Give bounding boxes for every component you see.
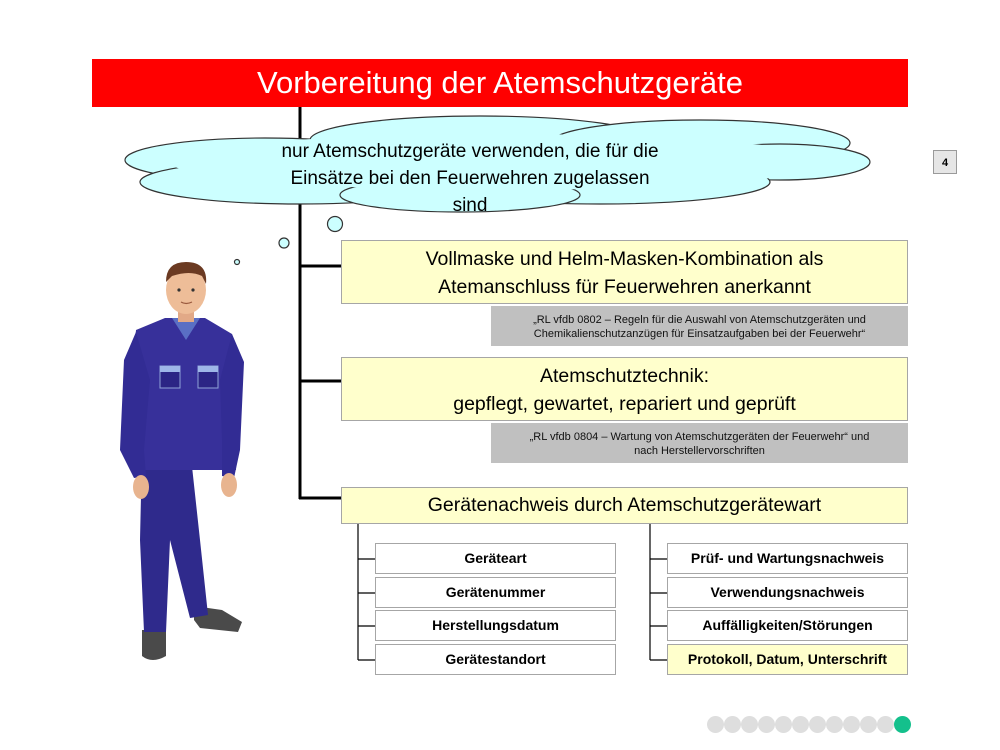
note-line: „RL vfdb 0804 – Wartung von Atemschutzgeräten der Feuerwehr“ und [529,431,870,443]
cloud-line: Einsätze bei den Feuerwehren zugelassen [290,168,650,189]
item-herstellungsdatum: Herstellungsdatum [375,610,616,641]
page-number-badge: 4 [933,150,957,174]
item-pruef-wartungsnachweis: Prüf- und Wartungsnachweis [667,543,908,574]
box-geraetenachweis [341,487,908,524]
progress-dot [877,716,894,733]
box-vollmaske [341,240,908,304]
progress-dot [775,716,792,733]
note-line: „RL vfdb 0802 – Regeln für die Auswahl von Atemschutzgeräten und [533,314,866,326]
thought-bubbles [235,217,343,265]
note-line: Chemikalienschutzanzügen für Einsatzaufgaben bei der Feuerwehr“ [533,328,866,340]
item-geraetenummer: Gerätenummer [375,577,616,608]
box-line: Atemanschluss für Feuerwehren anerkannt [438,276,811,298]
box-line: gepflegt, gewartet, repariert und geprüft [453,393,796,415]
item-protokoll: Protokoll, Datum, Unterschrift [667,644,908,675]
progress-dot-active [894,716,911,733]
progress-dot [826,716,843,733]
box-line: Vollmaske und Helm-Masken-Kombination als [425,248,824,270]
item-auffaelligkeiten: Auffälligkeiten/Störungen [667,610,908,641]
box-atemschutztechnik [341,357,908,421]
cloud-line: sind [452,195,488,216]
progress-dot [792,716,809,733]
progress-dot [758,716,775,733]
note-line: nach Herstellervorschriften [634,445,765,457]
progress-dot [741,716,758,733]
progress-dot [707,716,724,733]
item-geraetestandort: Gerätestandort [375,644,616,675]
item-verwendungsnachweis: Verwendungsnachweis [667,577,908,608]
progress-dot [843,716,860,733]
box-line: Atemschutztechnik: [539,365,710,387]
slide-title: Vorbereitung der Atemschutzgeräte [92,59,908,107]
progress-dot [809,716,826,733]
box-line: Gerätenachweis durch Atemschutzgerätewart [427,494,822,516]
cloud-line: nur Atemschutzgeräte verwenden, die für die [281,141,659,162]
note-rl-vfdb-0802 [491,306,908,346]
item-geraeteart: Geräteart [375,543,616,574]
note-rl-vfdb-0804 [491,423,908,463]
progress-dot [860,716,877,733]
cloud-statement [230,138,710,219]
progress-dot [724,716,741,733]
firefighter-figure-icon [120,262,244,660]
